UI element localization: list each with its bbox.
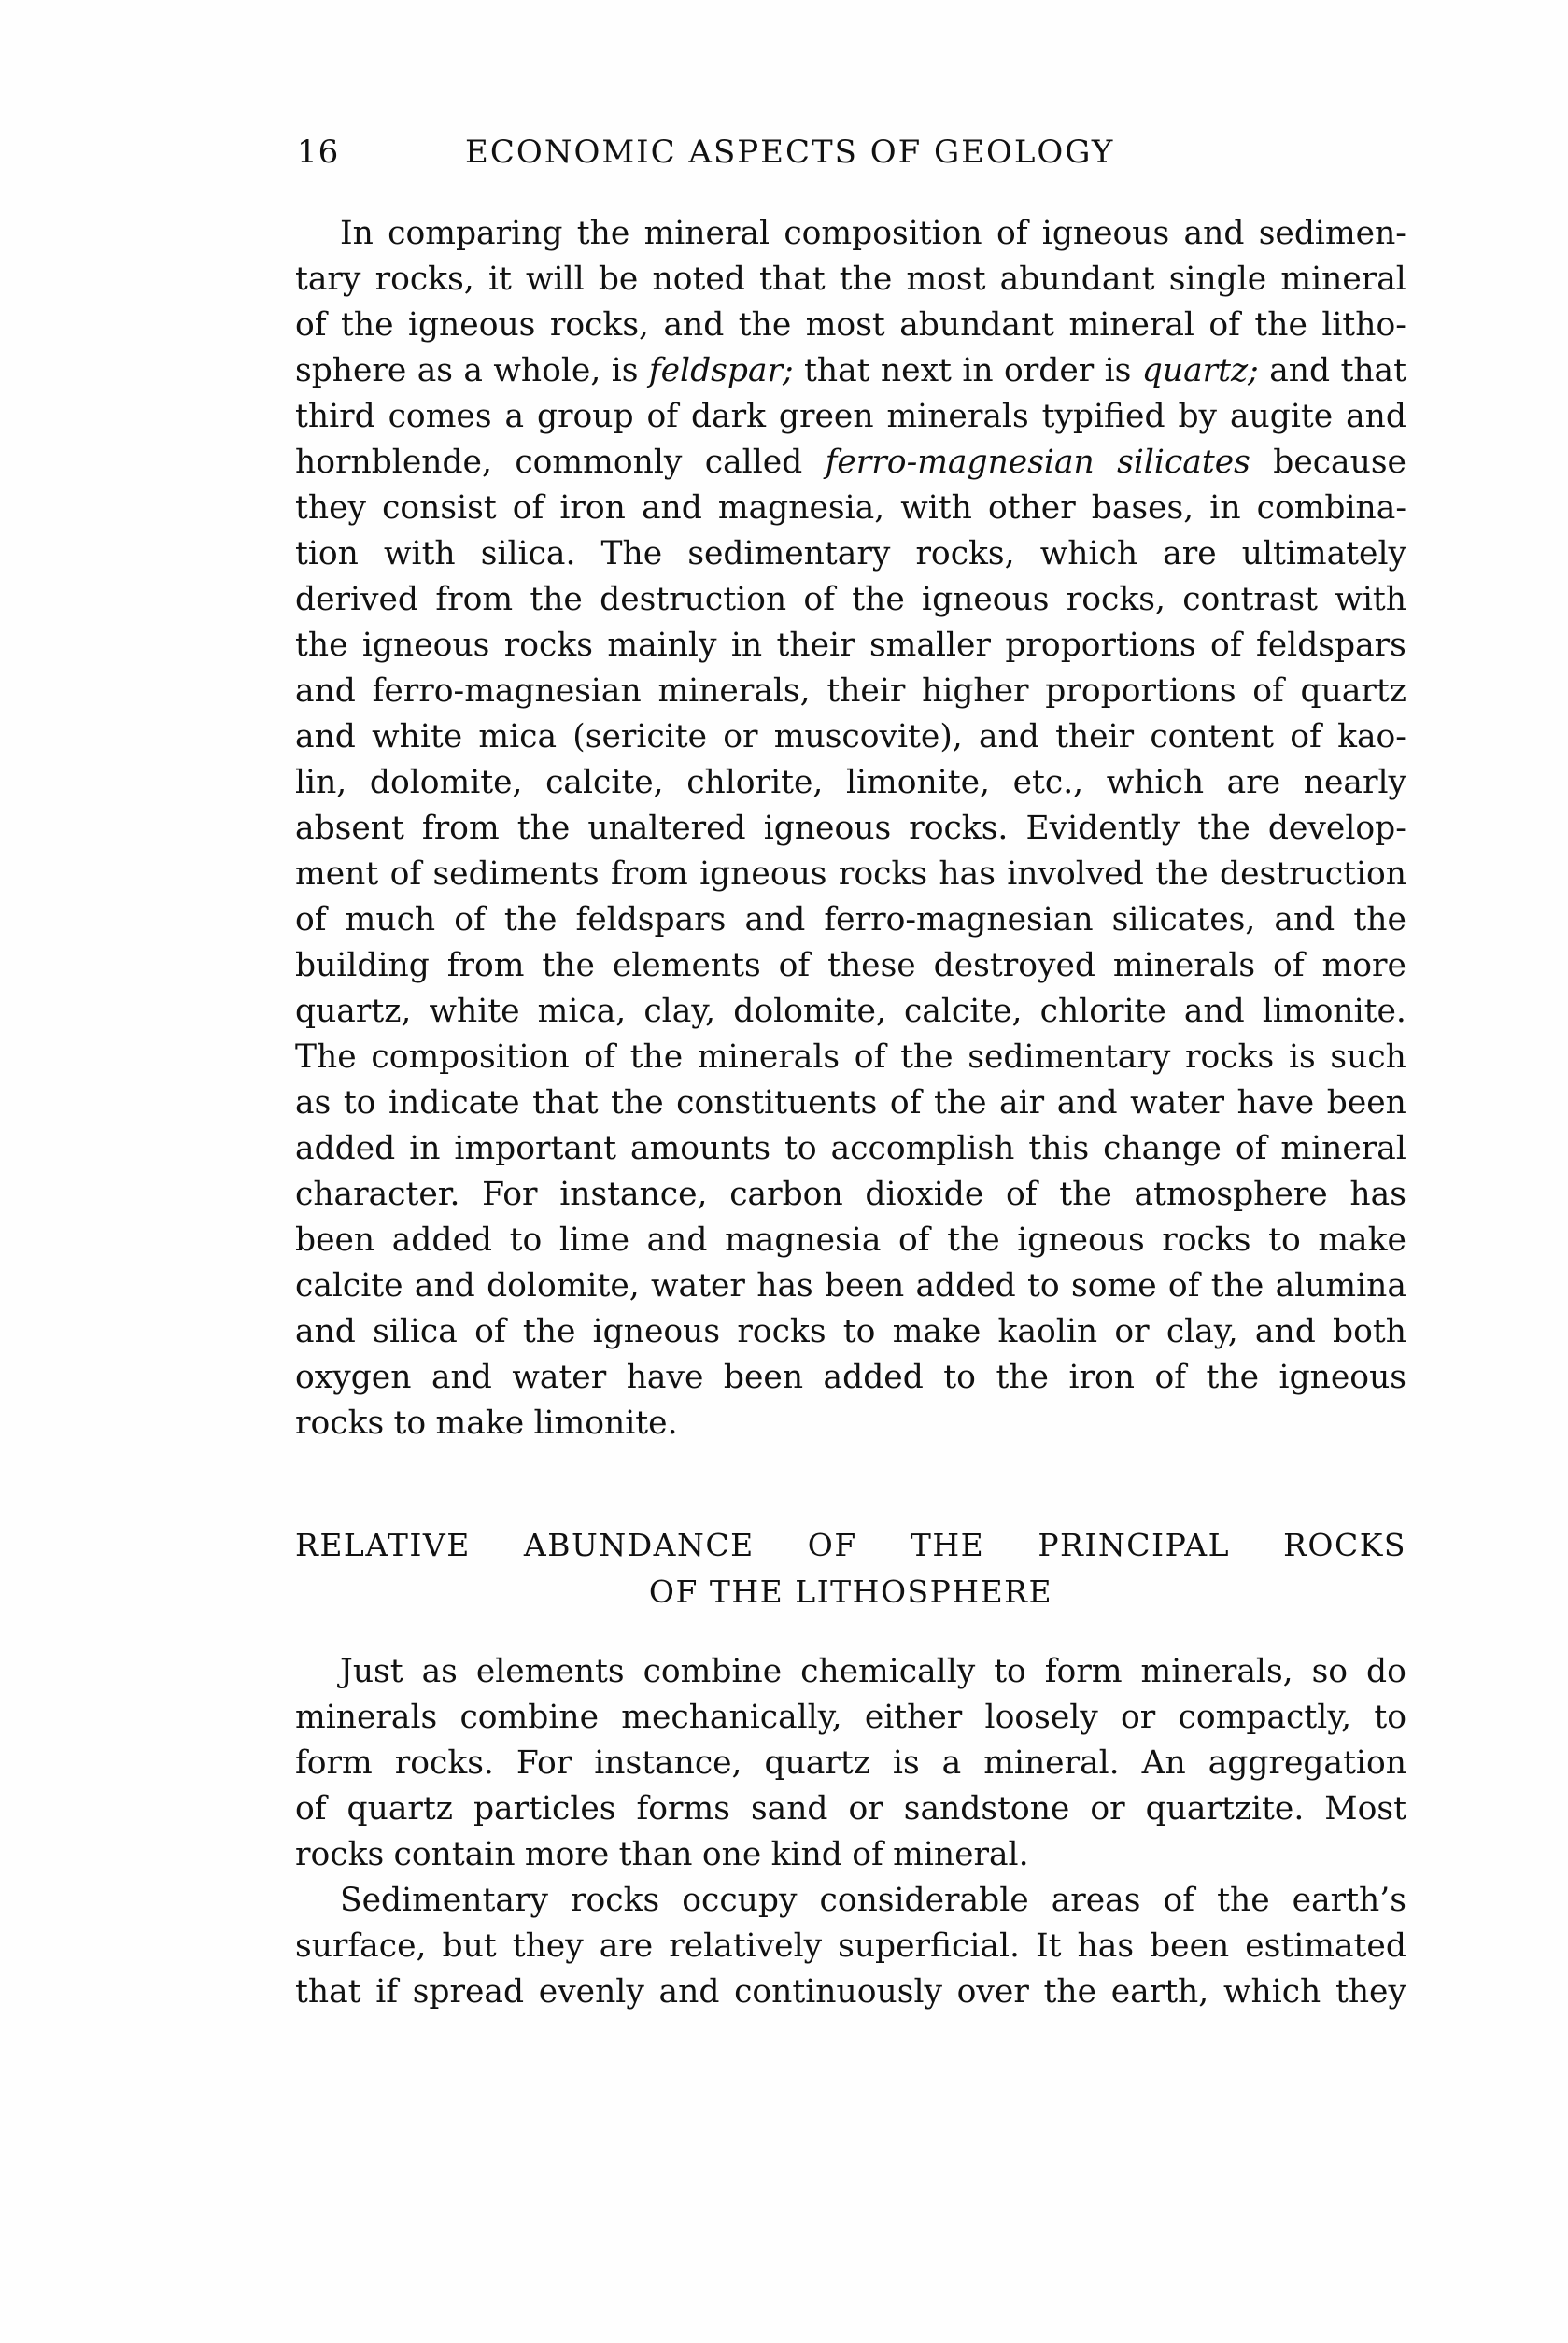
text-line: surface, but they are relatively superficial. It has been estimated <box>295 1927 1406 1965</box>
text-line: tion with silica. The sedimentary rocks, which are ultimately <box>295 535 1406 572</box>
text-line: form rocks. For instance, quartz is a mineral. An aggregation <box>295 1744 1406 1782</box>
text-line: The composition of the minerals of the sedimentary rocks is such <box>295 1038 1406 1076</box>
text-line: the igneous rocks mainly in their smaller proportions of feldspars <box>295 627 1406 664</box>
section-heading-line-2: OF THE LITHOSPHERE <box>648 1574 1053 1610</box>
text-line: calcite and dolomite, water has been added to some of the alumina <box>295 1267 1406 1305</box>
section-heading-line-1: RELATIVE ABUNDANCE OF THE PRINCIPAL ROCKS <box>295 1527 1406 1563</box>
text-line: rocks contain more than one kind of mineral. <box>295 1836 1029 1873</box>
text-line: and white mica (sericite or muscovite), and their content of kao- <box>295 718 1406 755</box>
paragraph-sedimentary-rocks <box>295 1878 1406 2015</box>
text-line: building from the elements of these destroyed minerals of more <box>295 947 1406 984</box>
text-line: derived from the destruction of the igneous rocks, contrast with <box>295 581 1406 618</box>
text-line: Just as elements combine chemically to form minerals, so do <box>340 1653 1406 1690</box>
text-line: of quartz particles forms sand or sandstone or quartzite. Most <box>295 1790 1406 1828</box>
text-line: hornblende, commonly called ferro-magnesian silicates because <box>295 444 1406 481</box>
text-line: that if spread evenly and continuously over the earth, which they <box>295 1973 1406 2011</box>
text-line: added in important amounts to accomplish this change of mineral <box>295 1130 1406 1167</box>
text-line: and silica of the igneous rocks to make kaolin or clay, and both <box>295 1313 1406 1350</box>
text-line: quartz, white mica, clay, dolomite, calcite, chlorite and limonite. <box>295 993 1406 1030</box>
page-number: 16 <box>297 134 340 171</box>
text-line: character. For instance, carbon dioxide of the atmosphere has <box>295 1176 1406 1213</box>
text-line: third comes a group of dark green minerals typified by augite and <box>295 398 1406 435</box>
text-line: oxygen and water have been added to the iron of the igneous <box>295 1359 1406 1396</box>
text-line: lin, dolomite, calcite, chlorite, limonite, etc., which are nearly <box>295 764 1406 801</box>
text-line: In comparing the mineral composition of igneous and sedimen- <box>340 215 1406 252</box>
paragraph-mineral-composition <box>295 211 1406 1447</box>
paragraph-elements-combine <box>295 1649 1406 1878</box>
running-head <box>297 129 1408 176</box>
text-line: absent from the unaltered igneous rocks. Evidently the develop- <box>295 810 1406 847</box>
text-line: and ferro-magnesian minerals, their higher proportions of quartz <box>295 672 1406 710</box>
text-line: been added to lime and magnesia of the igneous rocks to make <box>295 1221 1406 1259</box>
text-line: of much of the feldspars and ferro-magnesian silicates, and the <box>295 901 1406 939</box>
text-line: sphere as a whole, is feldspar; that next in order is quartz; and that <box>295 352 1406 389</box>
text-line: tary rocks, it will be noted that the most abundant single mineral <box>295 261 1406 298</box>
text-line: minerals combine mechanically, either loosely or compactly, to <box>295 1699 1406 1736</box>
text-line: Sedimentary rocks occupy considerable areas of the earth’s <box>340 1882 1406 1919</box>
text-line: rocks to make limonite. <box>295 1404 678 1442</box>
running-title: ECONOMIC ASPECTS OF GEOLOGY <box>465 134 1115 171</box>
section-heading <box>295 1522 1406 1616</box>
text-line: of the igneous rocks, and the most abundant mineral of the litho- <box>295 306 1406 344</box>
text-line: they consist of iron and magnesia, with other bases, in combina- <box>295 489 1406 527</box>
text-line: ment of sediments from igneous rocks has involved the destruction <box>295 855 1406 893</box>
text-line: as to indicate that the constituents of the air and water have been <box>295 1084 1406 1122</box>
